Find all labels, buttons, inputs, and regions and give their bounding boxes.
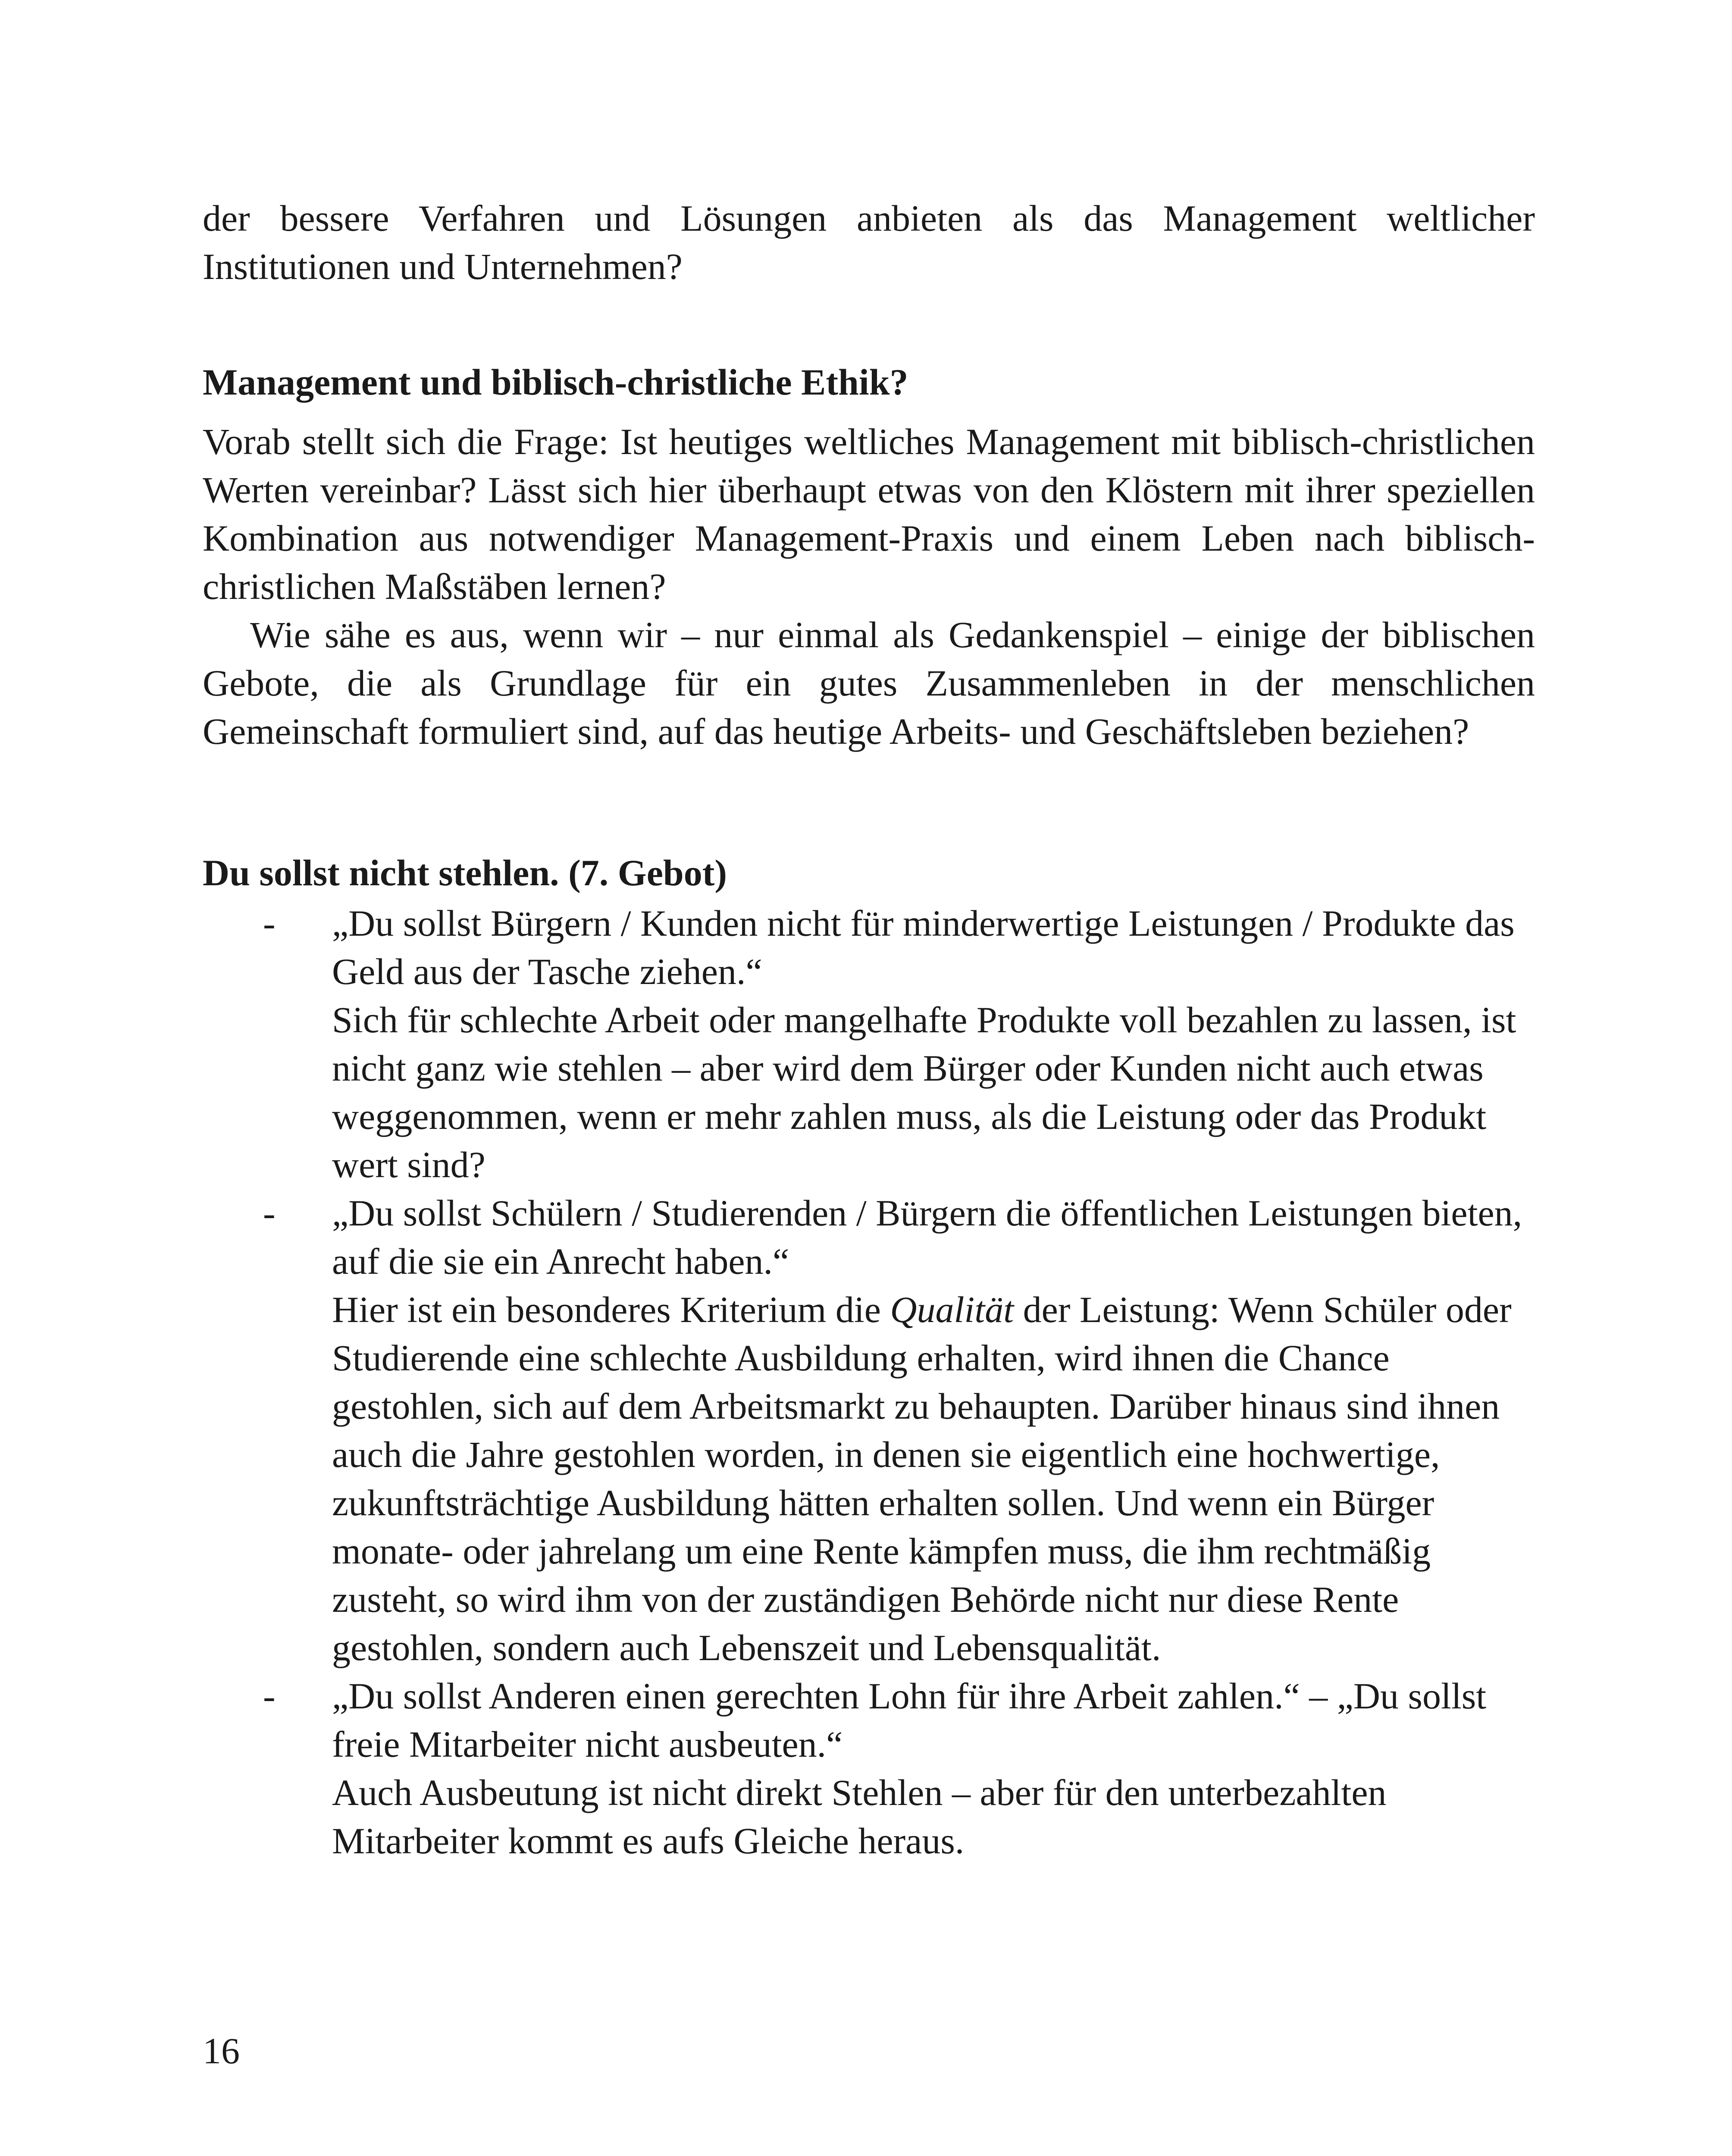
list-item-text: Sich für schlechte Arbeit oder mangelhafte Produkte voll bezahlen zu lassen, ist nicht ganz wie stehlen – aber wird dem Bürger oder Kunden nicht auch etwas weggenommen, wenn er mehr zahlen muss, als die Leistung oder das Produkt wert sind? [332,999,1516,1185]
management-paragraph-1: Vorab stellt sich die Frage: Ist heutiges weltliches Management mit biblisch-christlichen Werten vereinbar? Lässt sich hier überhaupt etwas von den Klöstern mit ihrer speziellen Kombination aus notwendiger Management-Praxis und einem Leben nach biblisch-christlichen Maßstäben lernen? [203,421,1535,607]
list-item-text [332,1285,1535,1672]
commandment-list [203,899,1535,1865]
list-item-body [332,1672,1535,1865]
list-item-quote: „Du sollst Bürgern / Kunden nicht für minderwertige Leistungen / Produkte das Geld aus der Tasche ziehen.“ [332,903,1515,992]
list-bullet: - [263,1192,276,1234]
list-item-body [332,899,1535,1189]
intro-section [203,194,1535,291]
management-section-body [203,417,1535,755]
list-item-quote: „Du sollst Schülern / Studierenden / Bürgern die öffentlichen Leistungen bieten, auf die sie ein Anrecht haben.“ [332,1192,1522,1282]
list-bullet: - [263,1675,276,1717]
list-item [203,899,1535,1189]
management-paragraph-2: Wie sähe es aus, wenn wir – nur einmal als Gedankenspiel – einige der biblischen Gebote, die als Grundlage für ein gutes Zusammenleben in der menschlichen Gemeinschaft formuliert sind, auf das heutige Arbeits- und Geschäftsleben beziehen? [203,614,1535,752]
intro-paragraph: der bessere Verfahren und Lösungen anbieten als das Management weltlicher Institutionen und Unternehmen? [203,197,1535,287]
list-bullet: - [263,903,276,944]
list-item-text: Auch Ausbeutung ist nicht direkt Stehlen – aber für den unterbezahlten Mitarbeiter kommt es aufs Gleiche heraus. [332,1772,1387,1861]
emphasis-qualitaet: Qualität [890,1289,1014,1330]
page-number: 16 [203,2030,240,2071]
list-item [203,1189,1535,1672]
list-item-text-before: Hier ist ein besonderes Kriterium die [332,1289,890,1330]
list-item-body [332,1189,1535,1672]
section-heading-management: Management und biblisch-christliche Ethik? [203,361,908,403]
list-item-text-after: der Leistung: Wenn Schüler oder Studierende eine schlechte Ausbildung erhalten, wird ihnen die Chance gestohlen, sich auf dem Arbeitsmarkt zu behaupten. Darüber hinaus sind ihnen auch die Jahre gestohlen worden, in denen sie eigentlich eine hochwertige, zukunftsträchtige Ausbildung hätten erhalten sollen. Und wenn ein Bürger monate- oder jahrelang um eine Rente kämpfen muss, die ihm rechtmäßig zusteht, so wird ihm von der zuständigen Behörde nicht nur diese Rente gestohlen, sondern auch Lebenszeit und Lebensqualität. [332,1289,1512,1668]
list-item-quote: „Du sollst Anderen einen gerechten Lohn für ihre Arbeit zahlen.“ – „Du sollst freie Mitarbeiter nicht ausbeuten.“ [332,1675,1487,1765]
section-heading-commandment: Du sollst nicht stehlen. (7. Gebot) [203,852,727,893]
list-item [203,1672,1535,1865]
